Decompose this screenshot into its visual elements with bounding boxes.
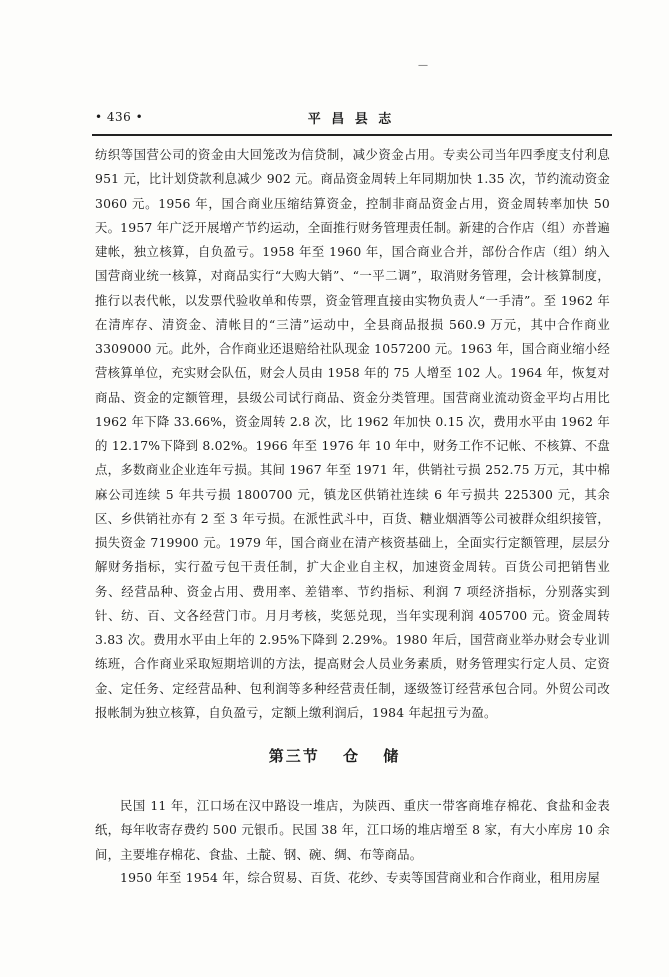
page-number: • 436 • bbox=[95, 110, 144, 124]
body-paragraph: 民国 11 年，江口场在汉中路设一堆店，为陕西、重庆一带客商堆存棉花、食盐和金表纸，每年收寄存费约 500 元银币。民国 38 年，江口场的堆店增至 8 家，有大小库房 10 余间，主要堆存棉花、食盐、土靛、钢、碗、绸、布等商品。 bbox=[95, 798, 610, 862]
section-heading bbox=[0, 745, 669, 766]
book-title: 平 昌 县 志 bbox=[307, 112, 395, 127]
header-rule bbox=[92, 134, 612, 136]
margin-mark: — bbox=[418, 60, 428, 71]
body-paragraph: 纺织等国营公司的资金由大回笼改为信贷制，减少资金占用。专卖公司当年四季度支付利息 951 元，比计划贷款利息减少 902 元。商品资金周转上年同期加快 1.35 次，节约流动资金 3060 元。1956 年，国合商业压缩结算资金，控制非商品资金占用，资金周转率加快 50 天。1957 年广泛开展增产节约运动，全面推行财务管理责任制。新建的合作店（组）亦普遍建帐，独立核算，自负盈亏。1958 年至 1960 年，国合商业合并，部份合作店（组）纳入国营商业统一核算，对商品实行“大购大销”、“一平二调”，取消财务管理，会计核算制度，推行以表代帐，以发票代验收单和传票，资金管理直接由实物负责人“一手清”。至 1962 年在清库存、清资金、清帐目的“三清”运动中，全县商品报损 560.9 万元，其中合作商业 3309000 元。此外，合作商业还退赔给社队现金 1057200 元。1963 年，国合商业缩小经营核算单位，充实财会队伍，财会人员由 1958 年的 75 人增至 102 人。1964 年，恢复对商品、资金的定额管理，县级公司试行商品、资金分类管理。国营商业流动资金平均占用比 1962 年下降 33.66%，资金周转 2.8 次，比 1962 年加快 0.15 次，费用水平由 1962 年的 12.17%下降到 8.02%。1966 年至 1976 年 10 年中，财务工作不记帐、不核算、不盘点，多数商业企业连年亏损。其间 1967 年至 1971 年，供销社亏损 252.75 万元，其中棉麻公司连续 5 年共亏损 1800700 元，镇龙区供销社连续 6 年亏损共 225300 元，其余区、乡供销社亦有 2 至 3 年亏损。在派性武斗中，百货、糖业烟酒等公司被群众组织接管，损失资金 719900 元。1979 年，国合商业在清产核资基础上，全面实行定额管理，层层分解财务指标，实行盈亏包干责任制，扩大企业自主权，加速资金周转。百货公司把销售业务、经营品种、资金占用、费用率、差错率、节约指标、利润 7 项经济指标，分别落实到针、纺、百、文各经营门市。月月考核，奖惩兑现，当年实现利润 405700 元。资金周转 3.83 次。费用水平由上年的 2.95%下降到 2.29%。1980 年后，国营商业举办财会专业训练班，合作商业采取短期培训的方法，提高财会人员业务素质，财务管理实行定人员、定资金、定任务、定经营品种、包利润等多种经营责任制，逐级签订经营承包合同。外贸公司改报帐制为独立核算，自负盈亏，定额上缴利润后，1984 年起扭亏为盈。 bbox=[95, 147, 610, 720]
page-header bbox=[95, 108, 607, 132]
body-paragraph: 1950 年至 1954 年，综合贸易、百货、花纱、专卖等国营商业和合作商业，租用房屋 bbox=[120, 870, 600, 885]
section-title-part: 仓 bbox=[342, 747, 360, 765]
section-number: 第三节 bbox=[268, 747, 320, 765]
section-title-part: 储 bbox=[383, 747, 401, 765]
